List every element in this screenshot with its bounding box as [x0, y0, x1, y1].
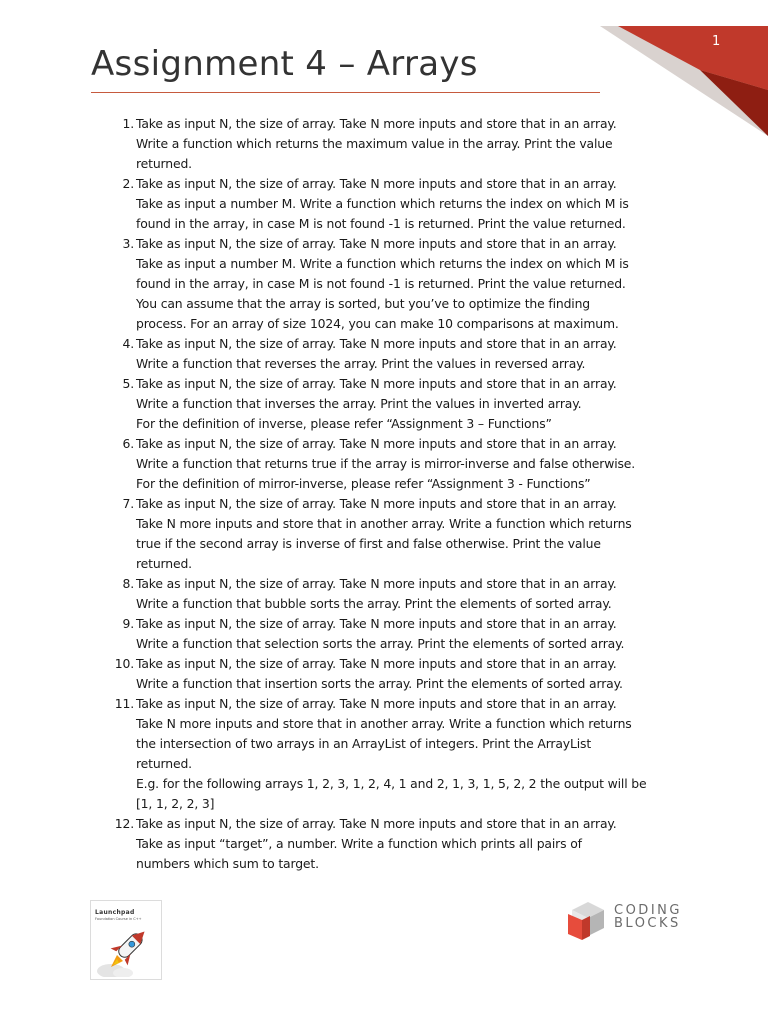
list-item-line: found in the array, in case M is not found -1 is returned. Print the value returned. [136, 276, 626, 291]
list-item-number: 2. [122, 176, 134, 191]
list-item-line: Take as input N, the size of array. Take N more inputs and store that in an array. [136, 496, 617, 511]
launchpad-badge [90, 900, 162, 980]
list-item-number: 5. [122, 376, 134, 391]
list-item-number: 8. [122, 576, 134, 591]
list-item-number: 10. [114, 656, 134, 671]
list-item-line: found in the array, in case M is not found -1 is returned. Print the value returned. [136, 216, 626, 231]
list-item [100, 654, 690, 694]
list-item-line: Write a function that bubble sorts the array. Print the elements of sorted array. [136, 596, 612, 611]
list-item [100, 174, 690, 234]
list-item-line: Take as input N, the size of array. Take N more inputs and store that in an array. [136, 236, 617, 251]
list-item-number: 6. [122, 436, 134, 451]
list-item [100, 434, 690, 494]
list-item [100, 494, 690, 574]
logo-line-1: CODING [614, 903, 682, 918]
list-item-line: the intersection of two arrays in an ArrayList of integers. Print the ArrayList [136, 736, 592, 751]
list-item-line: numbers which sum to target. [136, 856, 319, 871]
page-number: 1 [712, 34, 721, 49]
badge-subtitle: Foundation Course in C++ [95, 917, 142, 921]
list-item-line: Take as input “target”, a number. Write a function which prints all pairs of [136, 836, 582, 851]
title-divider [91, 92, 600, 93]
list-item-number: 4. [122, 336, 134, 351]
list-item-line: Take as input N, the size of array. Take N more inputs and store that in an array. [136, 816, 617, 831]
list-item-line: Write a function that selection sorts the array. Print the elements of sorted array. [136, 636, 625, 651]
list-item [100, 234, 690, 334]
list-item-line: Take N more inputs and store that in another array. Write a function which returns [136, 716, 632, 731]
list-item-line: Take as input N, the size of array. Take N more inputs and store that in an array. [136, 616, 617, 631]
list-item-line: Take as input N, the size of array. Take N more inputs and store that in an array. [136, 436, 617, 451]
list-item-line: Take as input N, the size of array. Take N more inputs and store that in an array. [136, 336, 617, 351]
list-item-line: Take as input N, the size of array. Take N more inputs and store that in an array. [136, 576, 617, 591]
list-item-number: 7. [122, 496, 134, 511]
logo-line-2: BLOCKS [614, 916, 681, 931]
badge-title: Launchpad [95, 909, 135, 916]
list-item-line: process. For an array of size 1024, you can make 10 comparisons at maximum. [136, 316, 619, 331]
list-item [100, 814, 690, 874]
list-item [100, 694, 690, 814]
list-item-line: You can assume that the array is sorted, but you’ve to optimize the finding [136, 296, 590, 311]
list-item-line: Write a function that returns true if the array is mirror-inverse and false otherwise. [136, 456, 636, 471]
list-item-number: 9. [122, 616, 134, 631]
list-item-line: Take as input a number M. Write a function which returns the index on which M is [136, 196, 629, 211]
rocket-icon [97, 923, 155, 977]
list-item-line: Take as input a number M. Write a function which returns the index on which M is [136, 256, 629, 271]
list-item-number: 12. [114, 816, 134, 831]
logo-wordmark [614, 904, 682, 930]
list-item-line: Write a function that insertion sorts the array. Print the elements of sorted array. [136, 676, 623, 691]
list-item-line: returned. [136, 156, 192, 171]
list-item-line: For the definition of mirror-inverse, please refer “Assignment 3 - Functions” [136, 476, 591, 491]
list-item-line: Take as input N, the size of array. Take N more inputs and store that in an array. [136, 116, 617, 131]
list-item [100, 334, 690, 374]
list-item-line: Write a function that inverses the array. Print the values in inverted array. [136, 396, 582, 411]
list-item [100, 614, 690, 654]
list-item-line: Write a function which returns the maximum value in the array. Print the value [136, 136, 613, 151]
list-item-line: Write a function that reverses the array. Print the values in reversed array. [136, 356, 586, 371]
list-item-line: true if the second array is inverse of first and false otherwise. Print the value [136, 536, 601, 551]
list-item-line: E.g. for the following arrays 1, 2, 3, 1, 2, 4, 1 and 2, 1, 3, 1, 5, 2, 2 the output will be [136, 776, 647, 791]
page-title: Assignment 4 – Arrays [91, 44, 478, 84]
list-item [100, 114, 690, 174]
list-item-number: 1. [122, 116, 134, 131]
list-item-line: Take as input N, the size of array. Take N more inputs and store that in an array. [136, 376, 617, 391]
list-item-line: Take as input N, the size of array. Take N more inputs and store that in an array. [136, 176, 617, 191]
list-item-number: 11. [114, 696, 134, 711]
list-item-line: Take N more inputs and store that in another array. Write a function which returns [136, 516, 632, 531]
list-item-line: [1, 1, 2, 2, 3] [136, 796, 215, 811]
list-item [100, 574, 690, 614]
list-item [100, 374, 690, 434]
list-item-number: 3. [122, 236, 134, 251]
list-item-line: returned. [136, 556, 192, 571]
list-item-line: Take as input N, the size of array. Take N more inputs and store that in an array. [136, 656, 617, 671]
assignment-list [100, 114, 690, 874]
list-item-line: Take as input N, the size of array. Take N more inputs and store that in an array. [136, 696, 617, 711]
list-item-line: For the definition of inverse, please refer “Assignment 3 – Functions” [136, 416, 552, 431]
list-item-line: returned. [136, 756, 192, 771]
